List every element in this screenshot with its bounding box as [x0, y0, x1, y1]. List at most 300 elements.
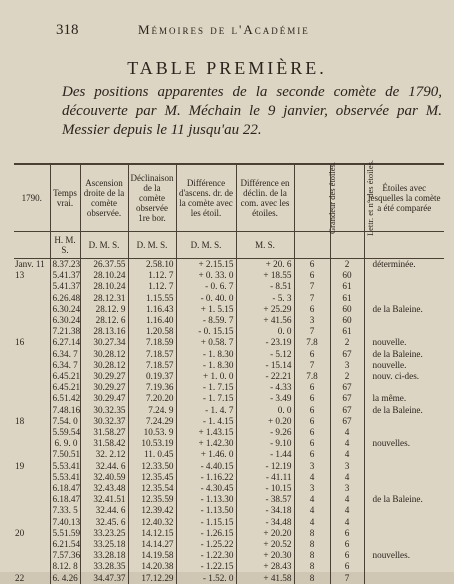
date-cell: 22: [14, 573, 50, 584]
ascension-cell: 30.27.34: [80, 337, 128, 348]
star-cell: [364, 270, 444, 281]
date-cell: [14, 304, 50, 315]
diff-ascension-cell: - 1.26.15: [176, 528, 236, 539]
unit-cell: [364, 232, 444, 259]
ascension-cell: 32. 2.12: [80, 449, 128, 460]
ascension-cell: 32.43.48: [80, 483, 128, 494]
time-cell: 7.33. 5: [50, 505, 80, 516]
date-cell: [14, 315, 50, 326]
date-cell: [14, 550, 50, 561]
table-row: [14, 304, 444, 315]
diff-ascension-cell: - 1. 8.30: [176, 349, 236, 360]
date-cell: [14, 539, 50, 550]
letter-cell: 2: [330, 371, 364, 382]
letter-cell: 4: [330, 427, 364, 438]
date-cell: 13: [14, 270, 50, 281]
star-cell: [364, 539, 444, 550]
table-row: [14, 528, 444, 539]
ascension-cell: 33.28.18: [80, 550, 128, 561]
diff-ascension-cell: - 1. 8.30: [176, 360, 236, 371]
table-title: TABLE PREMIÈRE.: [127, 58, 327, 78]
letter-cell: 3: [330, 360, 364, 371]
table-row: [14, 416, 444, 427]
declination-cell: 12.35.54: [128, 483, 176, 494]
date-cell: [14, 293, 50, 304]
declination-cell: 7.18.57: [128, 349, 176, 360]
ascension-cell: 34.47.37: [80, 573, 128, 584]
star-cell: [364, 315, 444, 326]
header-magnitude: Grandeur des étoiles.: [294, 164, 330, 232]
time-cell: 7.50.51: [50, 449, 80, 460]
header-row: [14, 164, 444, 232]
time-cell: 6. 9. 0: [50, 438, 80, 449]
letter-cell: 60: [330, 304, 364, 315]
date-cell: [14, 427, 50, 438]
star-cell: [364, 528, 444, 539]
magnitude-cell: 6: [294, 416, 330, 427]
table-body: [14, 259, 444, 584]
table-row: [14, 349, 444, 360]
diff-ascension-cell: - 0. 6. 7: [176, 281, 236, 292]
ascension-cell: 30.29.47: [80, 393, 128, 404]
star-cell: de la Baleine.: [372, 494, 423, 505]
star-cell: la même.: [372, 393, 407, 404]
letter-cell: 6: [330, 528, 364, 539]
declination-cell: 1.16.40: [128, 315, 176, 326]
star-cell: [364, 416, 444, 427]
diff-declination-cell: - 9.26: [236, 427, 294, 438]
ascension-cell: 30.28.12: [80, 349, 128, 360]
ascension-cell: 32.44. 6: [80, 461, 128, 472]
time-cell: 6.30.24: [50, 304, 80, 315]
table-row: [14, 427, 444, 438]
declination-cell: 14.12.15: [128, 528, 176, 539]
unit-cell: [14, 232, 50, 259]
diff-declination-cell: - 15.14: [236, 360, 294, 371]
declination-cell: 2.58.10: [128, 259, 176, 271]
ascension-cell: 30.28.12: [80, 360, 128, 371]
time-cell: 7.48.16: [50, 405, 80, 416]
date-cell: [14, 281, 50, 292]
declination-cell: 11. 0.45: [128, 449, 176, 460]
letter-cell: 4: [330, 438, 364, 449]
magnitude-cell: 3: [294, 483, 330, 494]
positions-table: [14, 159, 444, 584]
date-cell: [14, 517, 50, 528]
ascension-cell: 30.29.27: [80, 371, 128, 382]
table-row: [14, 494, 444, 505]
letter-cell: 6: [330, 539, 364, 550]
magnitude-cell: 6: [294, 393, 330, 404]
date-cell: [14, 494, 50, 505]
declination-cell: 12.33.50: [128, 461, 176, 472]
ascension-cell: 32.44. 6: [80, 505, 128, 516]
page-number: 318: [56, 22, 79, 38]
star-cell: nouvelle.: [372, 337, 407, 348]
diff-ascension-cell: - 1.22.30: [176, 550, 236, 561]
ascension-cell: 28.12. 9: [80, 304, 128, 315]
time-cell: 6.18.47: [50, 483, 80, 494]
diff-declination-cell: - 38.57: [236, 494, 294, 505]
diff-ascension-cell: + 0. 33. 0: [176, 270, 236, 281]
diff-declination-cell: 0. 0: [236, 405, 294, 416]
date-cell: [14, 382, 50, 393]
ascension-cell: 32.40.59: [80, 472, 128, 483]
ascension-cell: 31.58.42: [80, 438, 128, 449]
diff-declination-cell: - 5. 3: [236, 293, 294, 304]
diff-declination-cell: - 12.19: [236, 461, 294, 472]
magnitude-cell: 6: [294, 259, 330, 271]
star-cell: nouvelles.: [372, 550, 411, 561]
diff-declination-cell: + 20.52: [236, 539, 294, 550]
date-cell: [14, 483, 50, 494]
unit-cell: [294, 232, 330, 259]
ascension-cell: 28.12.31: [80, 293, 128, 304]
date-cell: Janv. 11: [14, 259, 50, 271]
table-row: [14, 281, 444, 292]
star-cell: déterminée.: [372, 259, 416, 269]
date-cell: [14, 326, 50, 337]
ascension-cell: 32.45. 6: [80, 517, 128, 528]
magnitude-cell: 8: [294, 528, 330, 539]
diff-declination-cell: + 28.43: [236, 561, 294, 572]
date-cell: [14, 393, 50, 404]
declination-cell: 1.15.55: [128, 293, 176, 304]
time-cell: 7.54. 0: [50, 416, 80, 427]
magnitude-cell: 8: [294, 550, 330, 561]
diff-declination-cell: - 22.21: [236, 371, 294, 382]
date-cell: [14, 405, 50, 416]
star-cell: nouvelle.: [372, 359, 407, 370]
date-cell: [14, 449, 50, 460]
magnitude-cell: 4: [294, 494, 330, 505]
declination-cell: 14.14.27: [128, 539, 176, 550]
table-row: [14, 337, 444, 348]
diff-declination-cell: - 10.15: [236, 483, 294, 494]
magnitude-cell: 6: [294, 270, 330, 281]
date-cell: 18: [14, 416, 50, 427]
time-cell: 5.41.37: [50, 270, 80, 281]
magnitude-cell: 7: [294, 360, 330, 371]
diff-ascension-cell: - 8.59. 7: [176, 315, 236, 326]
diff-declination-cell: - 9.10: [236, 438, 294, 449]
diff-ascension-cell: + 1.46. 0: [176, 449, 236, 460]
letter-cell: 61: [330, 281, 364, 292]
declination-cell: 0.19.37: [128, 371, 176, 382]
magnitude-cell: 6: [294, 405, 330, 416]
magnitude-cell: 6: [294, 304, 330, 315]
declination-cell: 1.12. 7: [128, 270, 176, 281]
letter-cell: 6: [330, 561, 364, 572]
star-cell: de la Baleine.: [372, 404, 423, 415]
time-cell: 7.21.38: [50, 326, 80, 337]
table-row: [14, 573, 444, 584]
star-cell: [364, 449, 444, 460]
diff-ascension-cell: - 1.22.15: [176, 561, 236, 572]
header-mean-time: Temps vrai.: [50, 164, 80, 232]
letter-cell: 67: [330, 349, 364, 360]
table-row: [14, 293, 444, 304]
header-declination: Déclinaison de la comète observée 1re bor.: [128, 164, 176, 232]
diff-ascension-cell: - 1. 7.15: [176, 382, 236, 393]
diff-declination-cell: + 0.20: [236, 416, 294, 427]
date-cell: 16: [14, 337, 50, 348]
ascension-cell: 28.12. 6: [80, 315, 128, 326]
table-row: [14, 405, 444, 416]
declination-cell: 12.35.45: [128, 472, 176, 483]
ascension-cell: 28.10.24: [80, 270, 128, 281]
time-cell: 6.45.21: [50, 371, 80, 382]
header-stars: Étoiles avec lesquelles la comète a été comparée: [364, 164, 444, 232]
ascension-cell: 31.58.27: [80, 427, 128, 438]
magnitude-cell: 6: [294, 438, 330, 449]
ascension-cell: 33.25.18: [80, 539, 128, 550]
diff-ascension-cell: - 1.16.22: [176, 472, 236, 483]
diff-ascension-cell: - 1. 7.15: [176, 393, 236, 404]
unit-cell: D. M. S.: [80, 232, 128, 259]
time-cell: 6.30.24: [50, 315, 80, 326]
table-row: [14, 382, 444, 393]
diff-ascension-cell: + 1. 5.15: [176, 304, 236, 315]
diff-ascension-cell: - 0. 15.15: [176, 326, 236, 337]
diff-declination-cell: - 5.12: [236, 349, 294, 360]
diff-declination-cell: - 34.18: [236, 505, 294, 516]
table-row: [14, 270, 444, 281]
diff-ascension-cell: + 1. 0. 0: [176, 371, 236, 382]
table-row: [14, 483, 444, 494]
star-cell: de la Baleine.: [372, 303, 423, 314]
table-row: [14, 259, 444, 271]
magnitude-cell: 8: [294, 561, 330, 572]
magnitude-cell: 7.8: [294, 337, 330, 348]
declination-cell: 14.20.38: [128, 561, 176, 572]
diff-ascension-cell: - 1.52. 0: [176, 573, 236, 584]
table-row: [14, 449, 444, 460]
table-caption: Des positions apparentes de la seconde comète de 1790, découverte par M. Méchain le 9 janvier, observée par M. Messier depuis le 11 jusqu'au 22.: [62, 84, 442, 138]
declination-cell: 1.12. 7: [128, 281, 176, 292]
time-cell: 6.45.21: [50, 382, 80, 393]
diff-ascension-cell: - 1.15.15: [176, 517, 236, 528]
date-cell: [14, 561, 50, 572]
declination-cell: 10.53. 9: [128, 427, 176, 438]
star-cell: nouvelles.: [372, 438, 411, 449]
letter-cell: 6: [330, 550, 364, 561]
table-row: [14, 438, 444, 449]
header-year: 1790.: [14, 164, 50, 232]
ascension-cell: 26.37.55: [80, 259, 128, 271]
letter-cell: 3: [330, 461, 364, 472]
star-cell: [364, 281, 444, 292]
declination-cell: 7.18.59: [128, 337, 176, 348]
letter-cell: 60: [330, 270, 364, 281]
magnitude-cell: 6: [294, 427, 330, 438]
time-cell: 6.18.47: [50, 494, 80, 505]
declination-cell: 12.35.59: [128, 494, 176, 505]
letter-cell: 4: [330, 517, 364, 528]
letter-cell: 4: [330, 449, 364, 460]
diff-ascension-cell: - 1. 4. 7: [176, 405, 236, 416]
table-row: [14, 550, 444, 561]
magnitude-cell: 7: [294, 293, 330, 304]
magnitude-cell: 8: [294, 573, 330, 584]
time-cell: 6.27.14: [50, 337, 80, 348]
diff-declination-cell: 0. 0: [236, 326, 294, 337]
time-cell: 5.51.59: [50, 528, 80, 539]
magnitude-cell: 6: [294, 349, 330, 360]
declination-cell: 7.20.20: [128, 393, 176, 404]
declination-cell: 17.12.29: [128, 573, 176, 584]
letter-cell: 61: [330, 326, 364, 337]
table-row: [14, 461, 444, 472]
letter-cell: 4: [330, 472, 364, 483]
diff-declination-cell: - 23.19: [236, 337, 294, 348]
ascension-cell: 30.32.35: [80, 405, 128, 416]
diff-declination-cell: + 41.56: [236, 315, 294, 326]
time-cell: 6. 4.26: [50, 573, 80, 584]
table-row: [14, 360, 444, 371]
magnitude-cell: 4: [294, 517, 330, 528]
table-row: [14, 371, 444, 382]
letter-cell: 2: [330, 337, 364, 348]
star-cell: [364, 573, 444, 584]
letter-cell: 67: [330, 382, 364, 393]
star-cell: [364, 293, 444, 304]
table-row: [14, 393, 444, 404]
units-row: [14, 232, 444, 259]
letter-cell: 2: [330, 259, 364, 271]
magnitude-cell: 6: [294, 449, 330, 460]
letter-cell: 3: [330, 483, 364, 494]
letter-cell: 7: [330, 573, 364, 584]
ascension-cell: 30.29.27: [80, 382, 128, 393]
time-cell: 5.59.54: [50, 427, 80, 438]
ascension-cell: 28.13.16: [80, 326, 128, 337]
diff-ascension-cell: - 1. 4.15: [176, 416, 236, 427]
header-diff-ascension: Différence d'ascens. dr. de la comète avec les étoil.: [176, 164, 236, 232]
declination-cell: 12.39.42: [128, 505, 176, 516]
diff-declination-cell: + 20.30: [236, 550, 294, 561]
diff-declination-cell: - 4.33: [236, 382, 294, 393]
star-cell: [364, 382, 444, 393]
star-cell: [364, 517, 444, 528]
declination-cell: 7.24.29: [128, 416, 176, 427]
diff-ascension-cell: - 4.30.45: [176, 483, 236, 494]
time-cell: 6.34. 7: [50, 349, 80, 360]
star-cell: de la Baleine.: [372, 348, 423, 359]
diff-ascension-cell: - 1.25.22: [176, 539, 236, 550]
declination-cell: 1.16.43: [128, 304, 176, 315]
diff-declination-cell: + 20. 6: [236, 259, 294, 271]
star-cell: [364, 472, 444, 483]
ascension-cell: 33.23.25: [80, 528, 128, 539]
diff-declination-cell: - 34.48: [236, 517, 294, 528]
time-cell: 5.53.41: [50, 472, 80, 483]
time-cell: 5.41.37: [50, 281, 80, 292]
ascension-cell: 30.32.37: [80, 416, 128, 427]
magnitude-cell: 3: [294, 315, 330, 326]
ascension-cell: 32.41.51: [80, 494, 128, 505]
declination-cell: 7.19.36: [128, 382, 176, 393]
declination-cell: 10.53.19: [128, 438, 176, 449]
diff-declination-cell: - 3.49: [236, 393, 294, 404]
diff-ascension-cell: - 4.40.15: [176, 461, 236, 472]
magnitude-cell: 3: [294, 461, 330, 472]
declination-cell: 7.24. 9: [128, 405, 176, 416]
header-ascension: Ascension droite de la comète observée.: [80, 164, 128, 232]
table-row: [14, 517, 444, 528]
diff-declination-cell: - 8.51: [236, 281, 294, 292]
time-cell: 8.37.23: [50, 259, 80, 271]
magnitude-cell: 4: [294, 505, 330, 516]
date-cell: [14, 349, 50, 360]
time-cell: 7.57.36: [50, 550, 80, 561]
ascension-cell: 28.10.24: [80, 281, 128, 292]
diff-ascension-cell: - 1.13.50: [176, 505, 236, 516]
diff-declination-cell: + 41.58: [236, 573, 294, 584]
star-cell: [364, 561, 444, 572]
letter-cell: 67: [330, 393, 364, 404]
table-row: [14, 561, 444, 572]
magnitude-cell: 7.8: [294, 371, 330, 382]
letter-cell: 4: [330, 505, 364, 516]
time-cell: 8.12. 8: [50, 561, 80, 572]
diff-declination-cell: - 1.44: [236, 449, 294, 460]
magnitude-cell: 6: [294, 382, 330, 393]
letter-cell: 67: [330, 416, 364, 427]
letter-cell: 67: [330, 405, 364, 416]
date-cell: [14, 371, 50, 382]
diff-declination-cell: - 41.11: [236, 472, 294, 483]
unit-cell: M. S.: [236, 232, 294, 259]
star-cell: [364, 326, 444, 337]
date-cell: 19: [14, 461, 50, 472]
date-cell: [14, 472, 50, 483]
date-cell: 20: [14, 528, 50, 539]
magnitude-cell: 7: [294, 281, 330, 292]
unit-cell: D. M. S.: [176, 232, 236, 259]
star-cell: [364, 483, 444, 494]
declination-cell: 7.18.57: [128, 360, 176, 371]
magnitude-cell: 8: [294, 539, 330, 550]
diff-declination-cell: + 20.20: [236, 528, 294, 539]
table-row: [14, 326, 444, 337]
diff-ascension-cell: - 0. 40. 0: [176, 293, 236, 304]
date-cell: [14, 438, 50, 449]
star-cell: [364, 505, 444, 516]
header-letters: Lettr. et n° des étoiles.: [330, 164, 364, 232]
letter-cell: 4: [330, 494, 364, 505]
time-cell: 7.40.13: [50, 517, 80, 528]
running-head: Mémoires de l'Académie: [138, 22, 310, 37]
magnitude-cell: 7: [294, 326, 330, 337]
diff-ascension-cell: - 1.13.30: [176, 494, 236, 505]
time-cell: 6.26.48: [50, 293, 80, 304]
star-cell: nouv. ci-des.: [372, 371, 420, 382]
declination-cell: 1.20.58: [128, 326, 176, 337]
diff-ascension-cell: + 0.58. 7: [176, 337, 236, 348]
time-cell: 6.51.42: [50, 393, 80, 404]
table-row: [14, 505, 444, 516]
table-row: [14, 472, 444, 483]
diff-declination-cell: + 25.29: [236, 304, 294, 315]
declination-cell: 12.40.32: [128, 517, 176, 528]
diff-ascension-cell: + 1.42.30: [176, 438, 236, 449]
declination-cell: 14.19.58: [128, 550, 176, 561]
page-header: [56, 22, 430, 40]
unit-cell: [330, 232, 364, 259]
unit-cell: D. M. S.: [128, 232, 176, 259]
unit-cell: H. M. S.: [50, 232, 80, 259]
